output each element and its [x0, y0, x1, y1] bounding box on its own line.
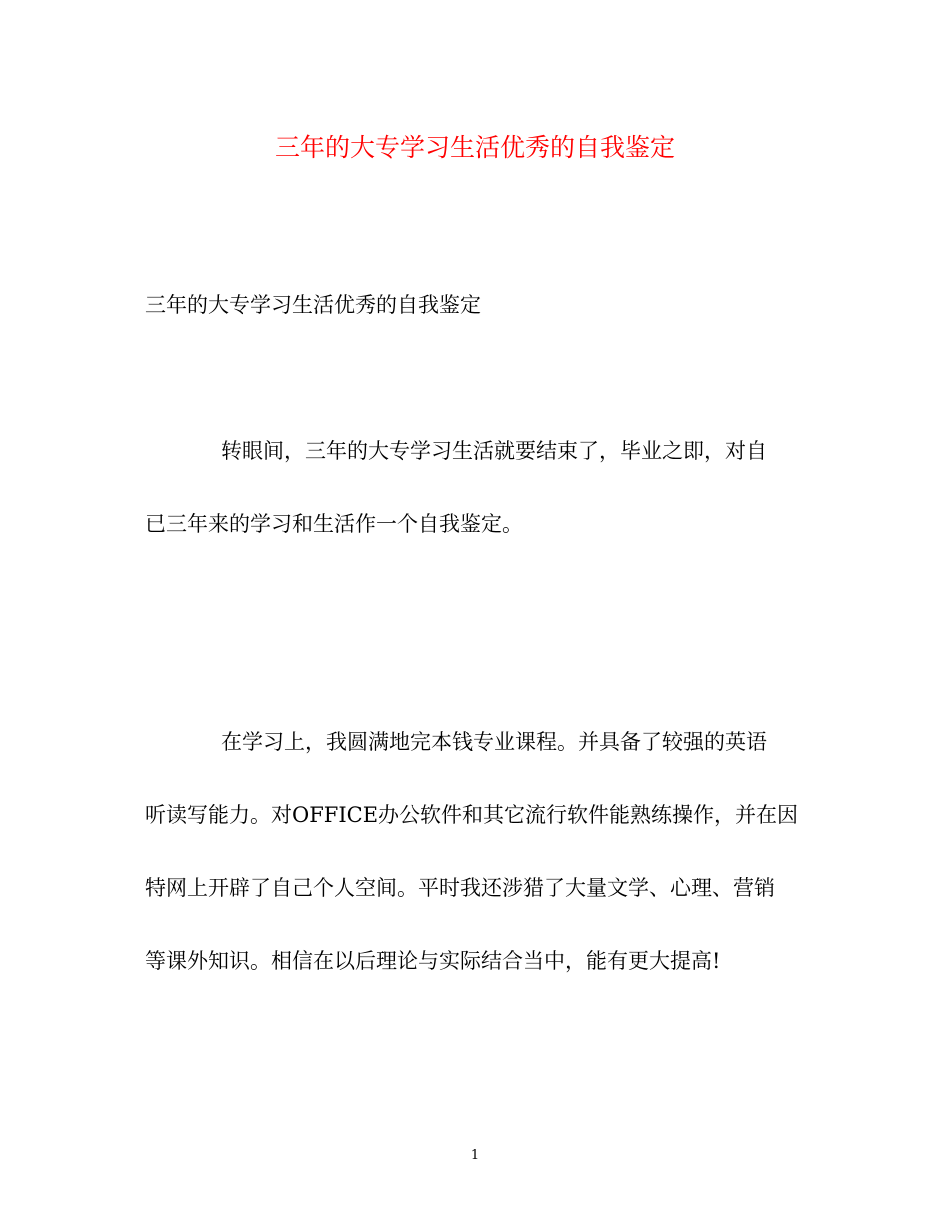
paragraph-1-line-1: 转眼间，三年的大专学习生活就要结束了，毕业之即，对自 [221, 439, 767, 463]
document-title: 三年的大专学习生活优秀的自我鉴定 [274, 133, 675, 162]
paragraph-2-line-3: 特网上开辟了自己个人空间。平时我还涉猎了大量文学、心理、营销 [145, 876, 775, 900]
paragraph-2-line-4: 等课外知识。相信在以后理论与实际结合当中，能有更大提高! [145, 949, 721, 973]
document-subtitle: 三年的大专学习生活优秀的自我鉴定 [145, 293, 481, 317]
page-number: 1 [470, 1148, 480, 1163]
paragraph-1-line-2: 已三年来的学习和生活作一个自我鉴定。 [145, 512, 523, 536]
paragraph-2-line-1: 在学习上，我圆满地完本钱专业课程。并具备了较强的英语 [221, 730, 767, 754]
paragraph-2-line-2: 听读写能力。对OFFICE办公软件和其它流行软件能熟练操作，并在因 [145, 803, 799, 827]
